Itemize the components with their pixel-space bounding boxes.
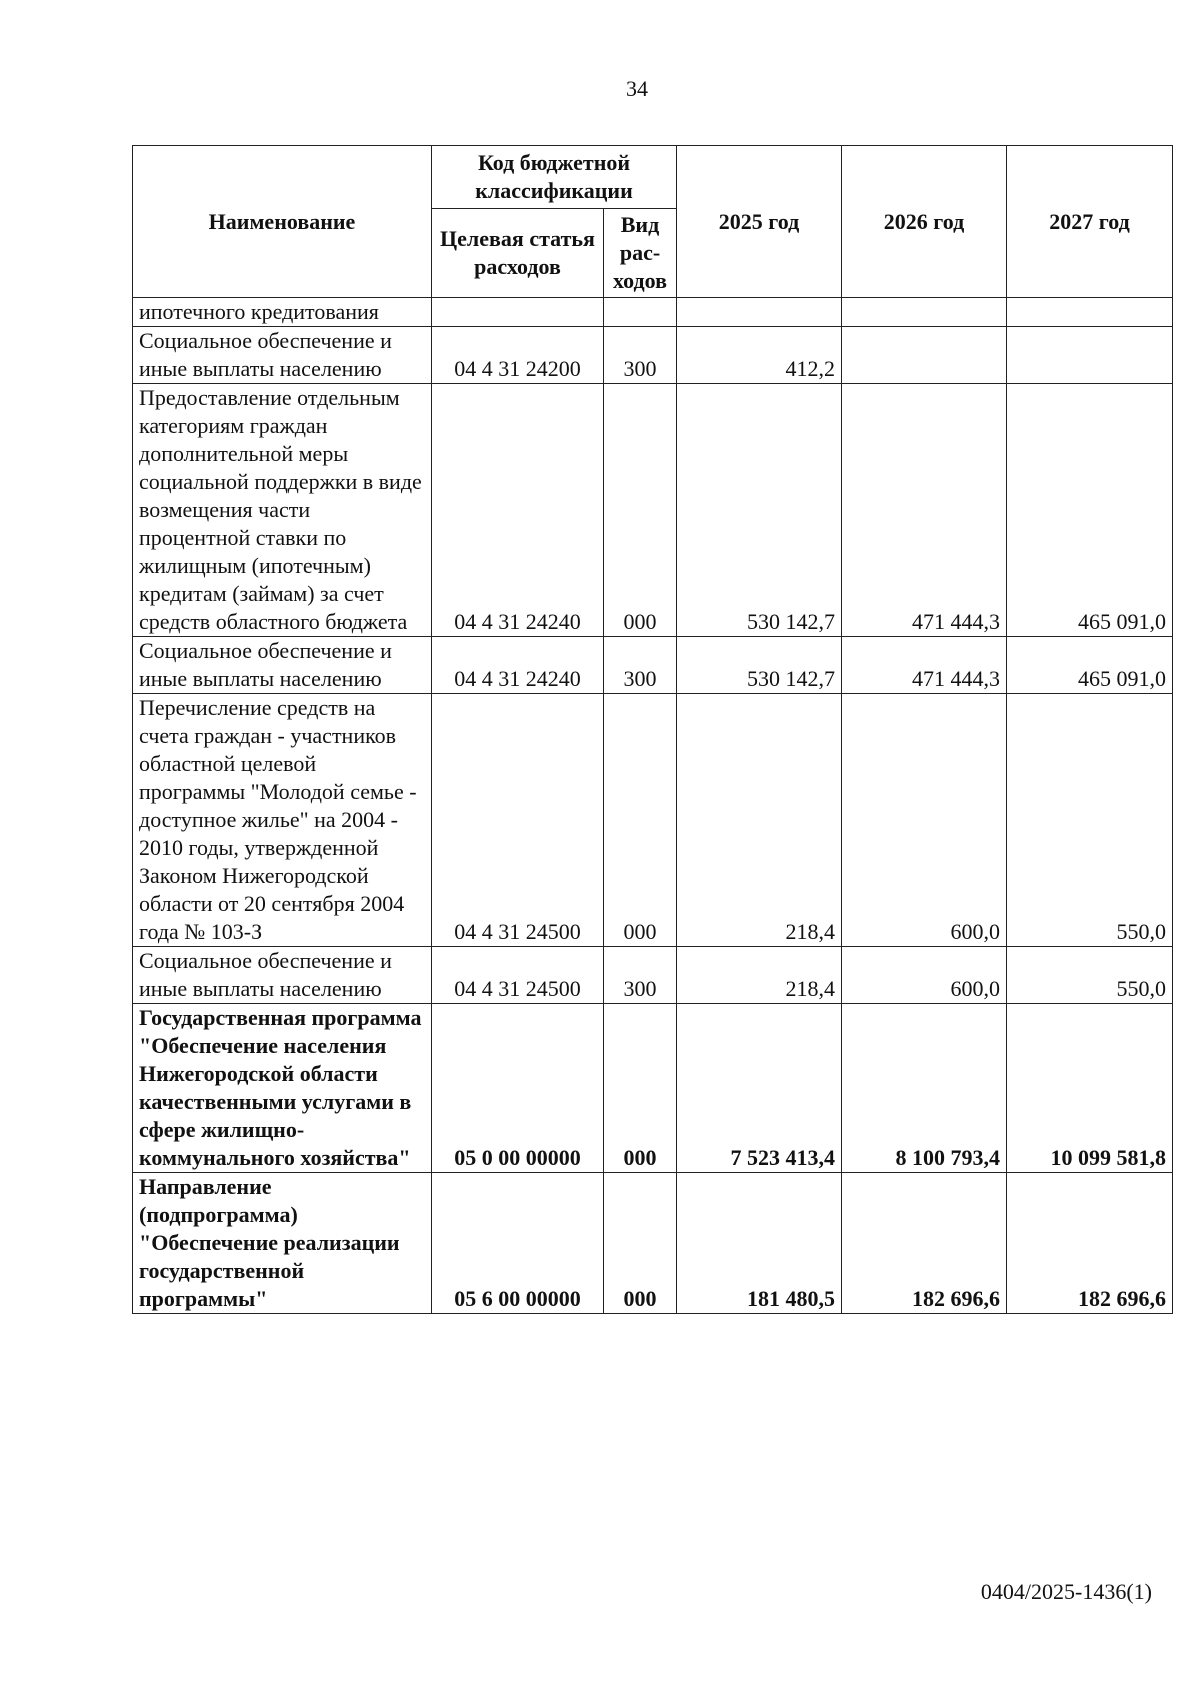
row-2026-cell — [842, 298, 1007, 327]
table-row — [133, 947, 1173, 1004]
document-id: 0404/2025-1436(1) — [980, 1579, 1152, 1604]
row-code-cell: 05 6 00 00000 — [432, 1173, 604, 1314]
row-2025-cell: 181 480,5 — [677, 1173, 842, 1314]
row-2025-cell: 530 142,7 — [677, 637, 842, 694]
row-name-cell: Социальное обеспечение и иные выплаты населению — [133, 327, 432, 384]
row-2025-cell: 218,4 — [677, 694, 842, 947]
row-2027-cell: 182 696,6 — [1007, 1173, 1173, 1314]
row-2026-cell: 471 444,3 — [842, 637, 1007, 694]
table-body — [133, 298, 1173, 1314]
page-number: 34 — [626, 76, 648, 101]
row-expense-type-cell — [604, 298, 677, 327]
row-2027-cell: 10 099 581,8 — [1007, 1004, 1173, 1173]
table-row — [133, 1004, 1173, 1173]
row-2025-cell: 218,4 — [677, 947, 842, 1004]
row-code-cell — [432, 298, 604, 327]
header-2025: 2025 год — [677, 146, 842, 298]
row-2025-cell: 7 523 413,4 — [677, 1004, 842, 1173]
header-expense-type: Вид рас-ходов — [604, 209, 677, 298]
row-2026-cell — [842, 327, 1007, 384]
row-expense-type-cell: 000 — [604, 1173, 677, 1314]
row-expense-type-cell: 000 — [604, 694, 677, 947]
row-2026-cell: 600,0 — [842, 947, 1007, 1004]
row-name-cell: ипотечного кредитования — [133, 298, 432, 327]
row-code-cell: 04 4 31 24240 — [432, 384, 604, 637]
header-code-group: Код бюджетной классификации — [432, 146, 677, 209]
table-row — [133, 327, 1173, 384]
row-2025-cell: 412,2 — [677, 327, 842, 384]
row-2027-cell — [1007, 327, 1173, 384]
row-expense-type-cell: 300 — [604, 947, 677, 1004]
row-expense-type-cell: 300 — [604, 327, 677, 384]
row-2025-cell: 530 142,7 — [677, 384, 842, 637]
row-expense-type-cell: 000 — [604, 1004, 677, 1173]
row-2025-cell — [677, 298, 842, 327]
row-2026-cell: 182 696,6 — [842, 1173, 1007, 1314]
row-2026-cell: 8 100 793,4 — [842, 1004, 1007, 1173]
table-row — [133, 1173, 1173, 1314]
row-2027-cell: 465 091,0 — [1007, 637, 1173, 694]
table-row — [133, 384, 1173, 637]
row-2027-cell — [1007, 298, 1173, 327]
row-code-cell: 04 4 31 24500 — [432, 694, 604, 947]
row-expense-type-cell: 300 — [604, 637, 677, 694]
table-row — [133, 298, 1173, 327]
row-code-cell: 04 4 31 24500 — [432, 947, 604, 1004]
row-2027-cell: 550,0 — [1007, 694, 1173, 947]
row-expense-type-cell: 000 — [604, 384, 677, 637]
row-code-cell: 05 0 00 00000 — [432, 1004, 604, 1173]
row-name-cell: Государственная программа "Обеспечение населения Нижегородской области качественными услугами в сфере жилищно-коммунального хозяйства" — [133, 1004, 432, 1173]
row-name-cell: Перечисление средств на счета граждан - участников областной целевой программы "Молодой семье - доступное жилье" на 2004 - 2010 годы, утвержденной Законом Нижегородской области от 20 сентября 2004 года № 103-З — [133, 694, 432, 947]
row-name-cell: Социальное обеспечение и иные выплаты населению — [133, 637, 432, 694]
row-name-cell: Направление (подпрограмма) "Обеспечение реализации государственной программы" — [133, 1173, 432, 1314]
row-2026-cell: 471 444,3 — [842, 384, 1007, 637]
row-code-cell: 04 4 31 24200 — [432, 327, 604, 384]
header-2026: 2026 год — [842, 146, 1007, 298]
table-row — [133, 637, 1173, 694]
header-2027: 2027 год — [1007, 146, 1173, 298]
table-row — [133, 694, 1173, 947]
row-name-cell: Социальное обеспечение и иные выплаты населению — [133, 947, 432, 1004]
header-target-article: Целевая статья расходов — [432, 209, 604, 298]
row-name-cell: Предоставление отдельным категориям граждан дополнительной меры социальной поддержки в виде возмещения части процентной ставки по жилищным (ипотечным) кредитам (займам) за счет средств областного бюджета — [133, 384, 432, 637]
row-2027-cell: 550,0 — [1007, 947, 1173, 1004]
row-code-cell: 04 4 31 24240 — [432, 637, 604, 694]
row-2027-cell: 465 091,0 — [1007, 384, 1173, 637]
row-2026-cell: 600,0 — [842, 694, 1007, 947]
budget-table — [132, 145, 1173, 1314]
header-name: Наименование — [133, 146, 432, 298]
